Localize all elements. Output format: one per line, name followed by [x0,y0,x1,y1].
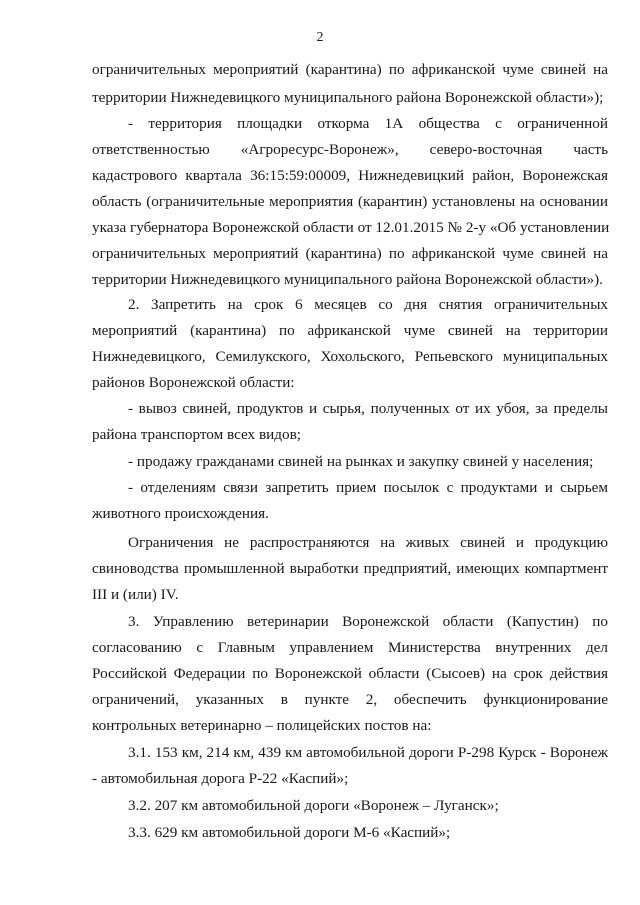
text-line: кадастрового квартала 36:15:59:00009, Нижнедевицкий район, Воронежская [92,167,608,184]
text-line: согласованию с Главным управлением Министерства внутренних дел [92,639,608,656]
text-line: 3. Управлению ветеринарии Воронежской области (Капустин) по [128,613,608,630]
text-line: - продажу гражданами свиней на рынках и закупку свиней у населения; [128,453,594,470]
text-line: районов Воронежской области: [92,374,295,391]
text-line: животного происхождения. [92,505,269,522]
text-line: Российской Федерации по Воронежской области (Сысоев) на срок действия [92,665,608,682]
text-line: ограничительных мероприятий (карантина) по африканской чуме свиней на [92,61,608,78]
text-line: указа губернатора Воронежской области от 12.01.2015 № 2-у «Об установлении [92,219,610,236]
text-line: мероприятий (карантина) по африканской чуме свиней на территории [92,322,608,339]
page-number: 2 [316,30,324,45]
text-line: ответственностью «Агроресурс-Воронеж», северо-восточная часть [92,141,608,158]
text-line: Нижнедевицкого, Семилукского, Хохольского, Репьевского муниципальных [92,348,608,365]
text-line: Ограничения не распространяются на живых свиней и продукцию [128,534,608,551]
text-line: - автомобильная дорога Р-22 «Каспий»; [92,770,349,787]
text-line: контрольных ветеринарно – полицейских постов на: [92,717,432,734]
text-line: - вывоз свиней, продуктов и сырья, полученных от их убоя, за пределы [128,400,608,417]
text-line: III и (или) IV. [92,586,179,603]
text-line: область (ограничительные мероприятия (карантин) установлены на основании [92,193,608,210]
text-line: 3.1. 153 км, 214 км, 439 км автомобильной дороги Р-298 Курск - Воронеж [128,744,608,761]
text-line: - отделениям связи запретить прием посылок с продуктами и сырьем [128,479,608,496]
text-line: ограничений, указанных в пункте 2, обеспечить функционирование [92,691,608,708]
text-line: 2. Запретить на срок 6 месяцев со дня снятия ограничительных [128,296,608,313]
text-line: 3.2. 207 км автомобильной дороги «Воронеж – Луганск»; [128,797,499,814]
text-line: свиноводства промышленной выработки предприятий, имеющих компартмент [92,560,608,577]
text-line: территории Нижнедевицкого муниципального района Воронежской области»); [92,89,604,106]
text-line: ограничительных мероприятий (карантина) по африканской чуме свиней на [92,245,608,262]
text-line: территории Нижнедевицкого муниципального района Воронежской области»). [92,271,603,288]
text-line: 3.3. 629 км автомобильной дороги М-6 «Каспий»; [128,824,451,841]
text-line: района транспортом всех видов; [92,426,301,443]
text-line: - территория площадки откорма 1А общества с ограниченной [128,115,608,132]
